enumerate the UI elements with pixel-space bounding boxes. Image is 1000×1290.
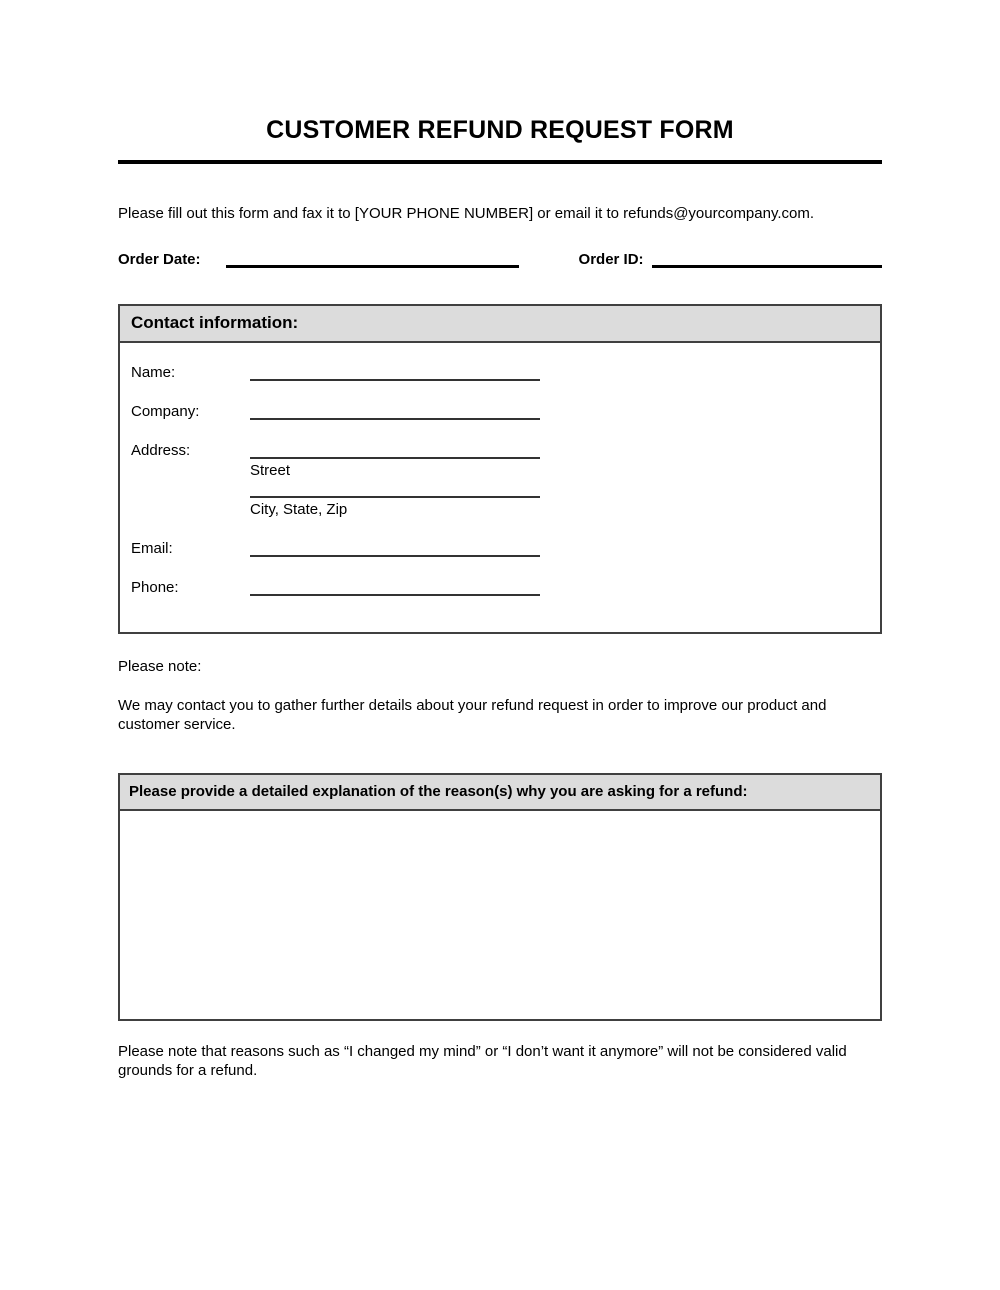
contact-info-header: Contact information:: [120, 306, 880, 343]
address-city-field[interactable]: [250, 492, 540, 498]
contact-info-body: [120, 343, 880, 632]
order-id-label: Order ID:: [578, 250, 644, 268]
order-date-field[interactable]: [226, 251, 519, 268]
intro-text: Please fill out this form and fax it to [YOUR PHONE NUMBER] or email it to refunds@yourcompany.com.: [118, 205, 815, 222]
address-row: [131, 442, 869, 459]
company-row: [131, 403, 869, 420]
address-street-field[interactable]: [250, 442, 540, 459]
email-label: Email:: [131, 539, 173, 557]
order-id-field[interactable]: [652, 251, 882, 268]
explanation-section: [118, 773, 882, 1021]
name-row: [131, 364, 869, 381]
order-row: [118, 251, 882, 268]
company-label: Company:: [131, 402, 200, 420]
order-date-label: Order Date:: [118, 250, 201, 268]
phone-row: [131, 579, 869, 596]
phone-label: Phone:: [131, 578, 179, 596]
address-label: Address:: [131, 441, 191, 459]
email-field[interactable]: [250, 540, 540, 557]
email-row: [131, 540, 869, 557]
name-label: Name:: [131, 363, 176, 381]
final-note-text: Please note that reasons such as “I changed my mind” or “I don’t want it anymore” will not be considered valid grounds for a refund.: [118, 1043, 847, 1079]
contact-note-text: We may contact you to gather further details about your refund request in order to improve our product and customer service.: [118, 696, 827, 733]
city-state-zip-caption: City, State, Zip: [250, 500, 348, 518]
phone-field[interactable]: [250, 579, 540, 596]
contact-info-section: [118, 304, 882, 634]
company-field[interactable]: [250, 403, 540, 420]
street-caption: Street: [250, 461, 291, 479]
please-note-label: Please note:: [118, 657, 202, 675]
page-title: CUSTOMER REFUND REQUEST FORM: [266, 116, 734, 144]
name-field[interactable]: [250, 364, 540, 381]
explanation-input-area[interactable]: [120, 811, 880, 1019]
title-divider: [118, 160, 882, 164]
address-block: [131, 442, 869, 518]
explanation-header: Please provide a detailed explanation of the reason(s) why you are asking for a refund:: [120, 775, 880, 811]
